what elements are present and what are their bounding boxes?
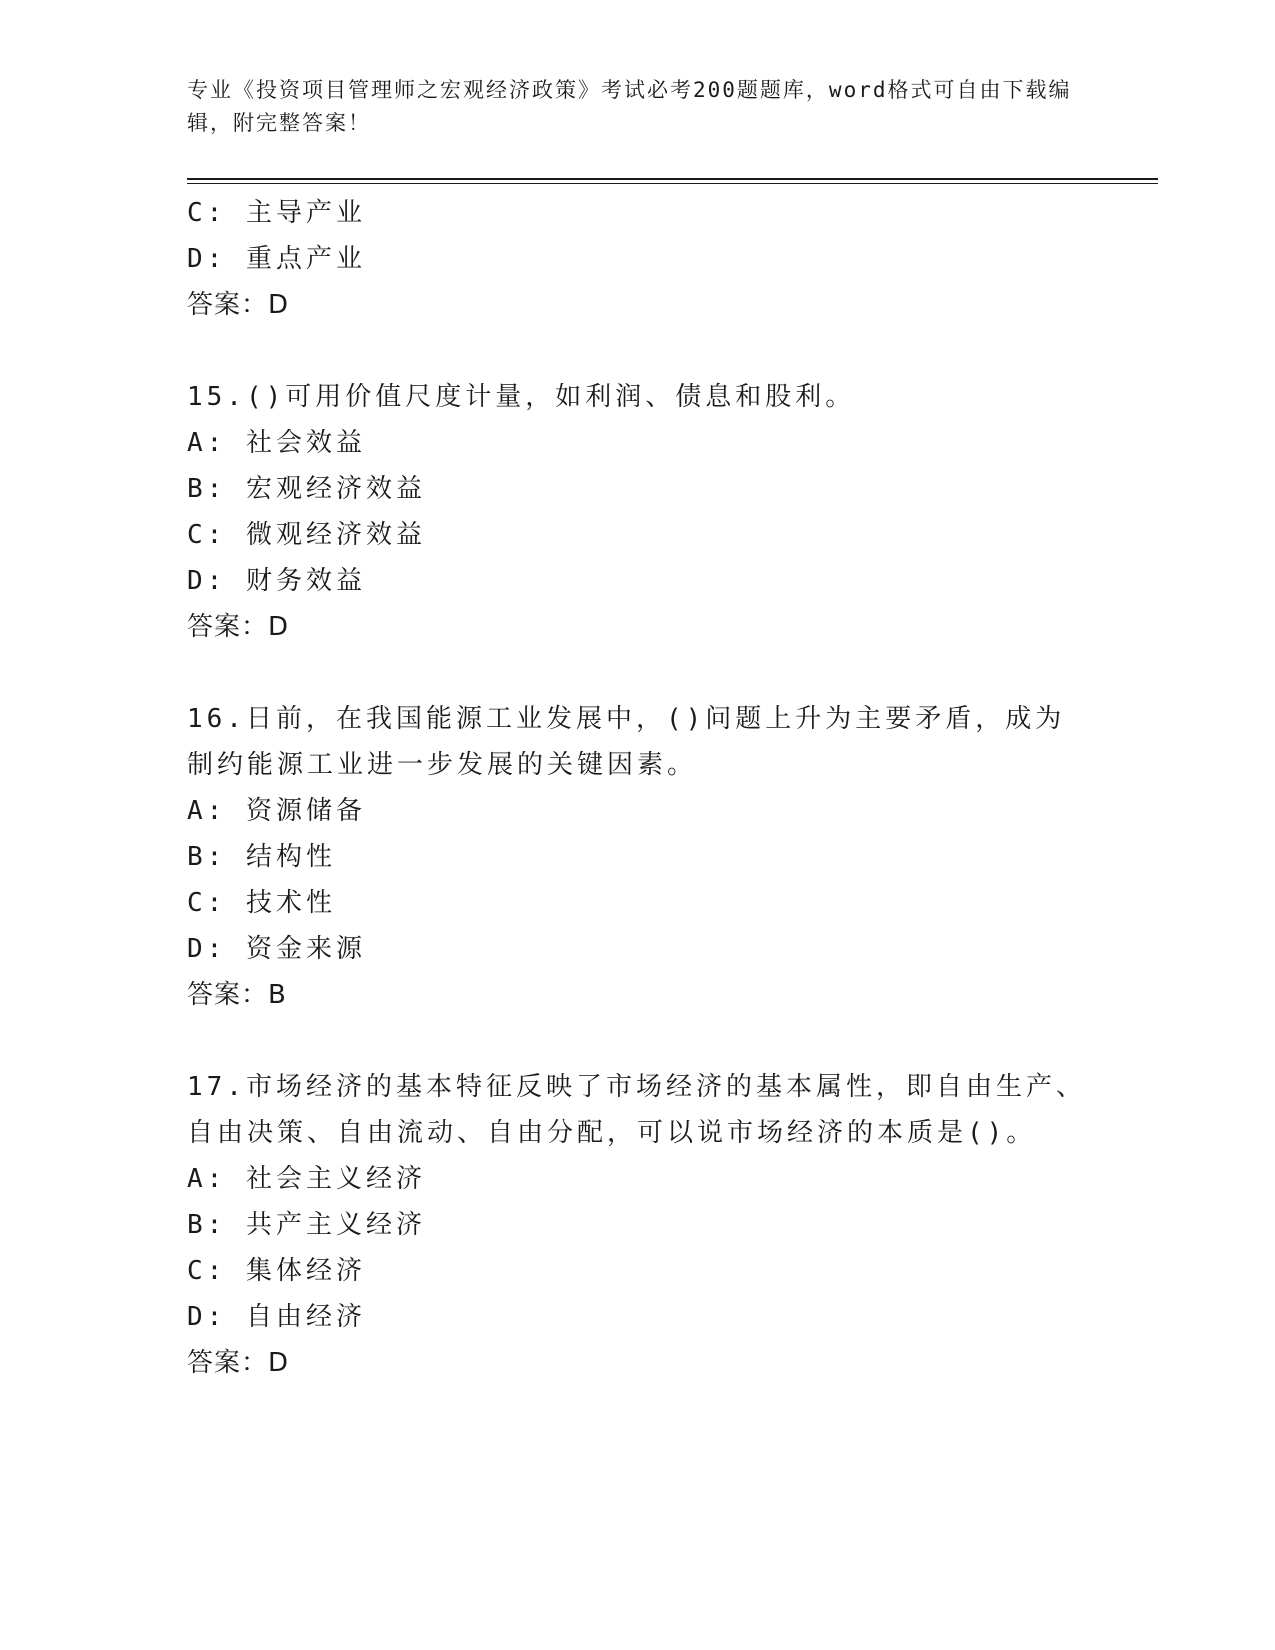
option-a: A: 资源储备 [187,796,366,826]
question-list [187,190,1087,1386]
question-spacer [187,1018,1087,1064]
option-b: B: 宏观经济效益 [187,474,426,504]
question-17 [187,1064,1087,1386]
option-d: D: 自由经济 [187,1302,366,1332]
option-a: A: 社会效益 [187,428,366,458]
question-spacer [187,650,1087,696]
question-text: 16.日前，在我国能源工业发展中，()问题上升为主要矛盾，成为制约能源工业进一步发展的关键因素。 [187,704,1066,780]
question-16 [187,696,1087,1018]
option-b: B: 共产主义经济 [187,1210,426,1240]
option-d: D: 重点产业 [187,244,366,274]
option-d: D: 财务效益 [187,566,366,596]
question-text: 17.市场经济的基本特征反映了市场经济的基本属性，即自由生产、自由决策、自由流动、自由分配，可以说市场经济的本质是()。 [187,1072,1086,1148]
answer-line: 答案：D [187,290,290,320]
answer-line: 答案：D [187,1348,290,1378]
answer-line: 答案：B [187,980,287,1010]
question-fragment [187,190,1087,328]
option-d: D: 资金来源 [187,934,366,964]
header-divider-thin [187,183,1158,184]
document-header: 专业《投资项目管理师之宏观经济政策》考试必考200题题库，word格式可自由下载编辑，附完整答案！ [187,78,1072,135]
answer-line: 答案：D [187,612,290,642]
option-c: C: 技术性 [187,888,336,918]
question-text: 15.()可用价值尺度计量，如利润、债息和股利。 [187,382,856,412]
header-divider-thick [187,178,1158,180]
question-15 [187,374,1087,650]
option-b: B: 结构性 [187,842,336,872]
option-c: C: 集体经济 [187,1256,366,1286]
question-spacer [187,328,1087,374]
option-c: C: 主导产业 [187,198,366,228]
option-a: A: 社会主义经济 [187,1164,426,1194]
option-c: C: 微观经济效益 [187,520,426,550]
